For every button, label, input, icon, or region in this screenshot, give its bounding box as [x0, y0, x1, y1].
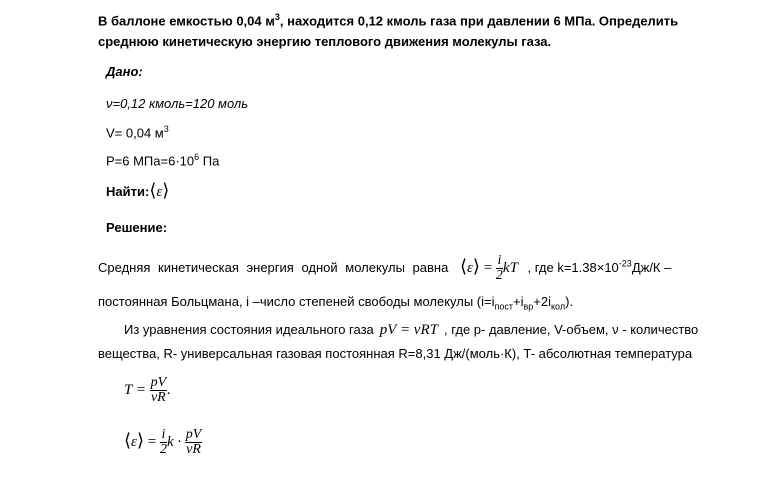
p1-end: ). — [565, 294, 574, 309]
problem-line-1 — [98, 12, 678, 28]
f2-frac1-den: 2 — [159, 442, 167, 457]
solution-p1-line2 — [98, 294, 573, 312]
p1-where: , где k=1.38×10 — [527, 259, 619, 275]
p1-frac-num: i — [497, 253, 502, 268]
p1-unit: Дж/К – — [631, 259, 672, 275]
f2-fraction-2 — [185, 428, 203, 457]
f2-left-angle: ⟨ — [124, 429, 132, 451]
p1-equals: = — [479, 259, 496, 276]
given-pressure-text: P=6 МПа=6·10 — [106, 153, 195, 169]
p1-sub-kol: кол — [551, 301, 566, 312]
p1-plus1: +i — [513, 294, 524, 309]
given-volume-sup: 3 — [163, 124, 169, 134]
p2-formula: pV = νRT — [379, 322, 438, 338]
problem-line-2: среднюю кинетическую энергию теплового движения молекулы газа. — [98, 34, 552, 49]
p1-fraction — [496, 254, 503, 283]
p2-text: Из уравнения состояния идеального газа — [124, 322, 374, 337]
given-find — [106, 180, 169, 201]
p1-formula — [460, 254, 518, 283]
problem-sup: 3 — [274, 12, 280, 22]
left-angle: ⟨ — [149, 180, 157, 201]
f2-frac1-num: i — [161, 427, 166, 442]
f2-right-angle: ⟩ — [136, 429, 144, 451]
given-volume — [106, 124, 169, 140]
given-pressure-sup: 6 — [194, 152, 200, 162]
p1-text: Средняя кинетическая энергия одной молекулы равна — [98, 259, 449, 275]
find-label: Найти: — [106, 184, 150, 199]
p1-epsilon: ε — [466, 259, 473, 276]
right-angle: ⟩ — [162, 180, 170, 201]
given-pressure — [106, 152, 219, 168]
f2-fraction-1 — [160, 428, 167, 457]
formula-temperature — [124, 376, 171, 405]
p1-kt: kT — [502, 259, 518, 276]
p1-right-angle: ⟩ — [472, 255, 480, 277]
p1-plus2: +2i — [533, 294, 552, 309]
f2-frac2-den: νR — [186, 442, 201, 457]
p1-left-angle: ⟨ — [459, 255, 467, 277]
problem-text-b: , находится 0,12 кмоль газа при давлении 6 МПа. Определить — [279, 13, 679, 29]
f2-frac2-num: pV — [185, 427, 202, 442]
p2-rest: , где р- давление, V-объем, ν - количество — [443, 322, 699, 337]
formula-energy — [124, 428, 202, 457]
p1-frac-den: 2 — [495, 268, 503, 283]
solution-heading: Решение: — [106, 220, 168, 235]
f1-end: . — [167, 381, 171, 398]
f2-epsilon: ε — [131, 433, 137, 450]
f2-k: k · — [166, 433, 182, 450]
solution-p2-line1 — [124, 322, 698, 339]
given-pressure-unit: Па — [199, 153, 220, 169]
problem-text-a: В баллоне емкостью 0,04 м — [98, 13, 275, 29]
f1-fraction — [150, 376, 168, 405]
given-volume-text: V= 0,04 м — [106, 125, 164, 141]
given-nu: ν=0,12 кмоль=120 моль — [106, 96, 249, 111]
find-value: ε — [156, 184, 163, 200]
p1-exp: -23 — [618, 258, 632, 269]
f1-den: νR — [150, 390, 166, 405]
p1-sub-post: пост — [494, 301, 514, 312]
p1-sub-vr: вр — [523, 301, 534, 312]
f2-equals: = — [143, 433, 160, 450]
given-heading: Дано: — [106, 64, 143, 79]
p1-line2-text: постоянная Больцмана, i –число степеней свободы молекулы (i=i — [98, 294, 495, 309]
f1-num: pV — [150, 375, 167, 390]
solution-p1-line1 — [98, 254, 738, 283]
solution-p2-line2: вещества, R- универсальная газовая постоянная R=8,31 Дж/(моль·К), T- абсолютная температура — [98, 346, 693, 361]
f1-lhs: T = — [124, 381, 146, 398]
